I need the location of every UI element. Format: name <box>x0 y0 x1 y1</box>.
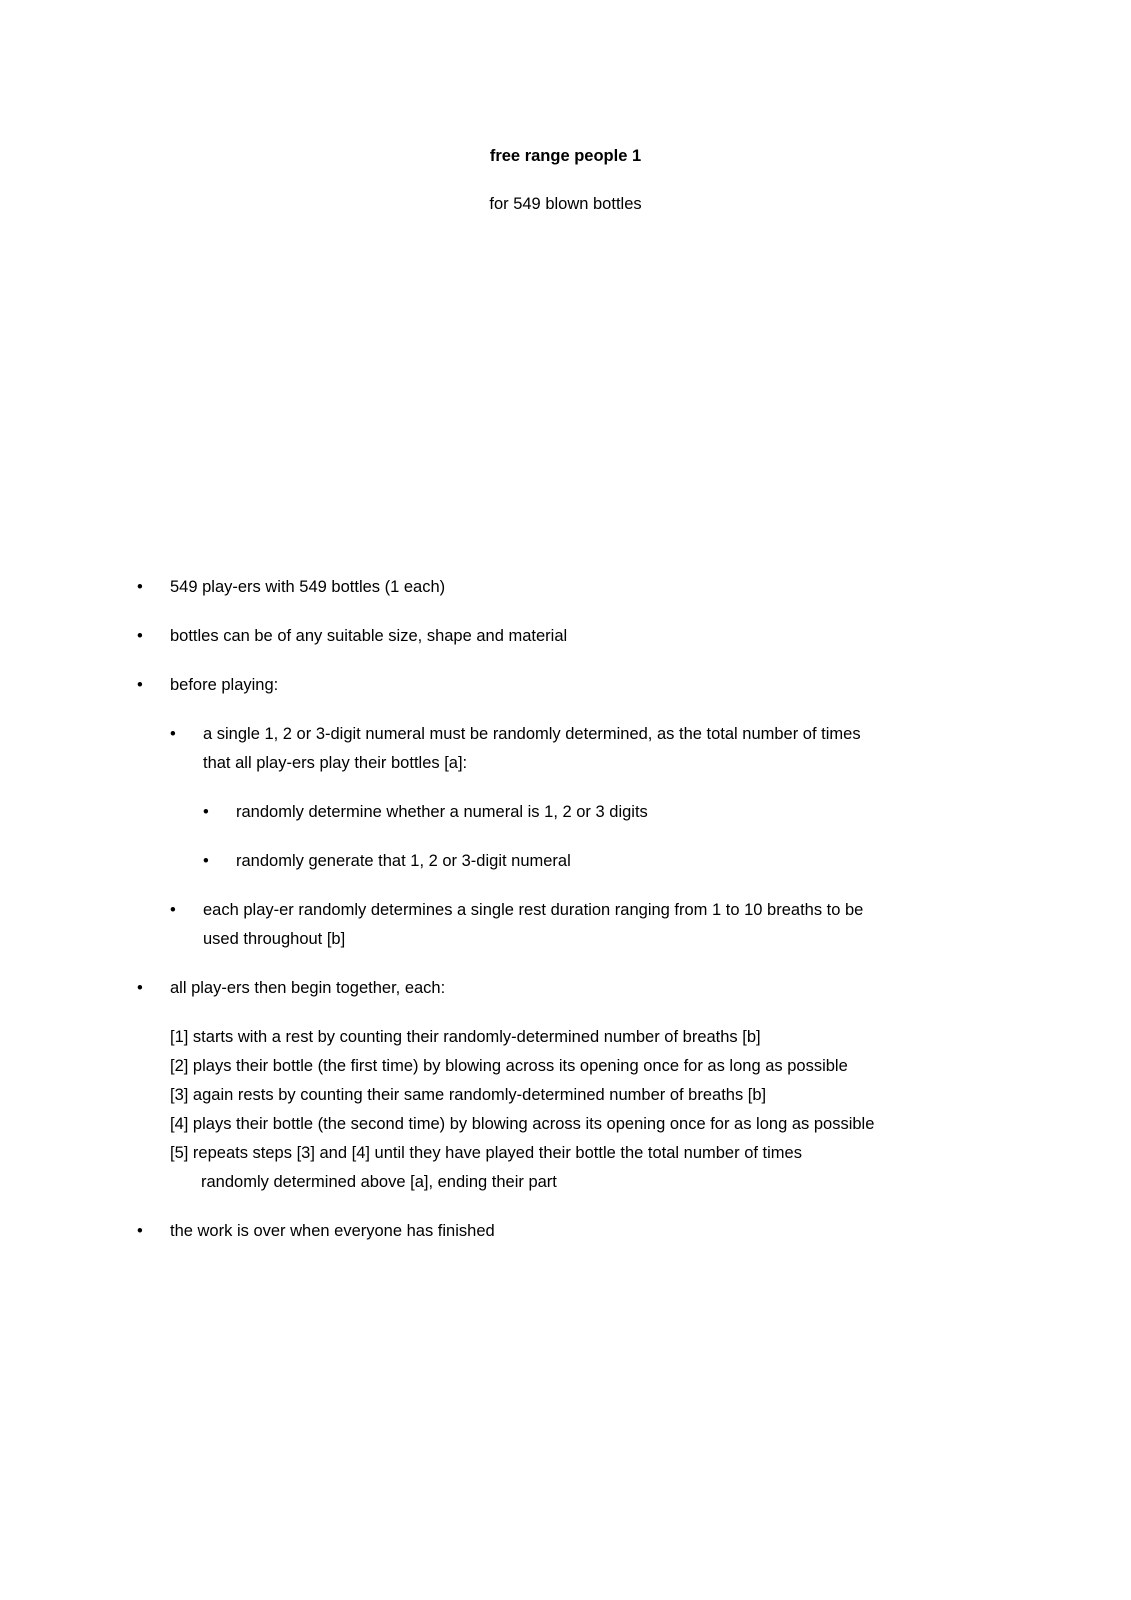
list-item-text <box>170 1217 495 1246</box>
bullet-icon: • <box>203 852 209 870</box>
page-subtitle: for 549 blown bottles <box>489 195 642 213</box>
list-item-generate-numeral <box>0 847 1131 876</box>
performance-steps <box>170 1023 1131 1197</box>
list-item-text <box>203 896 863 954</box>
page-title: free range people 1 <box>489 147 642 165</box>
list-item-before-playing <box>0 671 1131 700</box>
bullet-icon: • <box>137 578 143 596</box>
list-item-rest-duration <box>0 896 1131 954</box>
bullet-icon: • <box>203 803 209 821</box>
text-line: used throughout [b] <box>203 930 346 948</box>
step-5-continuation-text: randomly determined above [a], ending their part <box>201 1173 557 1191</box>
list-item-text <box>170 671 278 700</box>
text-line: each play-er randomly determines a single rest duration ranging from 1 to 10 breaths to be <box>203 901 864 919</box>
text-line: bottles can be of any suitable size, shape and material <box>170 627 568 645</box>
bullet-icon: • <box>137 676 143 694</box>
list-item-text <box>203 720 861 778</box>
text-line: the work is over when everyone has finished <box>170 1222 495 1240</box>
bullet-icon: • <box>137 627 143 645</box>
text-line: randomly determine whether a numeral is 1, 2 or 3 digits <box>236 803 648 821</box>
list-item-work-over <box>0 1217 1131 1246</box>
text-line: that all play-ers play their bottles [a]: <box>203 754 468 772</box>
list-item-players <box>0 573 1131 602</box>
list-item-text <box>236 847 571 876</box>
bullet-icon: • <box>170 725 176 743</box>
step-4-text: [4] plays their bottle (the second time) by blowing across its opening once for as long as possible <box>170 1115 875 1133</box>
list-item-begin-together <box>0 974 1131 1003</box>
step-3-text: [3] again rests by counting their same randomly-determined number of breaths [b] <box>170 1086 767 1104</box>
step-1-text: [1] starts with a rest by counting their randomly-determined number of breaths [b] <box>170 1028 761 1046</box>
list-item-text <box>170 974 445 1003</box>
list-item-numeral <box>0 720 1131 778</box>
list-item-text <box>236 798 648 827</box>
list-item-bottles <box>0 622 1131 651</box>
list-item-text <box>170 622 567 651</box>
instructions-list <box>0 573 1131 1246</box>
text-line: randomly generate that 1, 2 or 3-digit numeral <box>236 852 571 870</box>
list-item-text <box>170 573 445 602</box>
list-item-determine-digits <box>0 798 1131 827</box>
bullet-icon: • <box>137 1222 143 1240</box>
text-line: before playing: <box>170 676 279 694</box>
text-line: all play-ers then begin together, each: <box>170 979 446 997</box>
step-5-text: [5] repeats steps [3] and [4] until they have played their bottle the total number of times <box>170 1144 802 1162</box>
step-2-text: [2] plays their bottle (the first time) by blowing across its opening once for as long as possible <box>170 1057 848 1075</box>
bullet-icon: • <box>170 901 176 919</box>
text-line: 549 play-ers with 549 bottles (1 each) <box>170 578 446 596</box>
text-line: a single 1, 2 or 3-digit numeral must be randomly determined, as the total number of times <box>203 725 861 743</box>
bullet-icon: • <box>137 979 143 997</box>
